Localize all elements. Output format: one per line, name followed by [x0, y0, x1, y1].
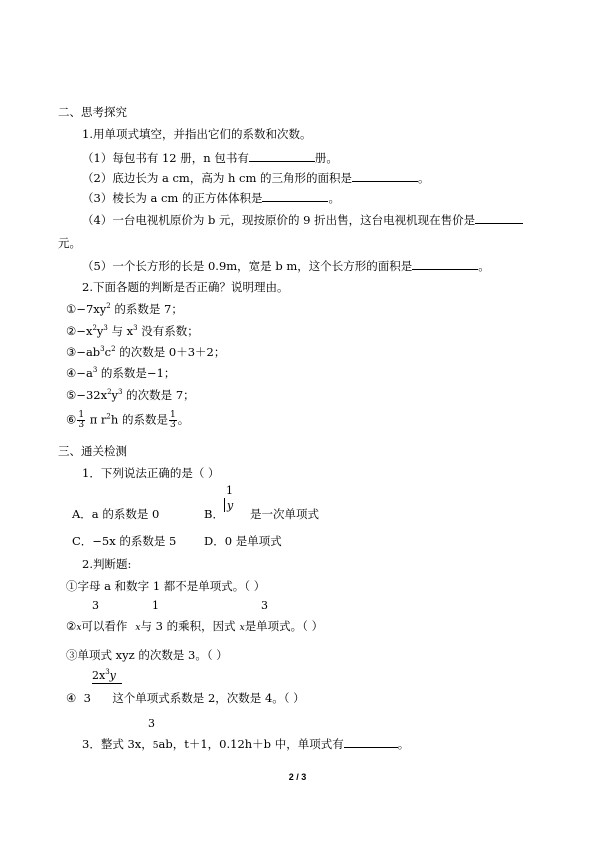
fraction-numerator: 1 — [152, 599, 159, 612]
q2-statement-6: ⑥ $\frac{1}{3}$ π $r^2h$ 的系数是 $\frac{1}{3}$ 。 — [66, 410, 190, 430]
page-number: 2 / 3 — [288, 772, 307, 782]
q1-item-3: （3）棱长为 a cm 的正方体体积是 。 — [82, 191, 340, 205]
q2-statement-4: $④-a^3$ 的系数是−1； — [66, 366, 176, 380]
option-b-fraction-bar — [224, 498, 225, 512]
q3-line: 3．整式 3x，5ab，t＋1，0.12h＋b 中，单项式有 。 — [82, 737, 410, 751]
section-3-title: 三、通关检测 — [58, 444, 127, 458]
section-2-title: 二、思考探究 — [58, 105, 127, 119]
judge-4-fraction-bar — [92, 683, 122, 684]
answer-blank[interactable] — [475, 212, 523, 224]
q3-numerator: 3 — [148, 717, 155, 730]
q1-stem: 1.用单项式填空，并指出它们的系数和次数。 — [82, 127, 312, 141]
q2-statement-2: $②-x^2y^3$ 与 $x^3$ 没有系数； — [66, 324, 199, 338]
judge-stem: 2.判断题: — [82, 557, 132, 571]
q1-item-4: （4）一台电视机原价为 b 元，现按原价的 9 折出售，这台电视机现在售价是 — [82, 212, 523, 228]
q1-item-5: （5）一个长方形的长是 0.9m，宽是 b m，这个长方形的面积是 。 — [82, 259, 490, 273]
answer-blank[interactable] — [352, 170, 418, 182]
judge-item-3: ③单项式 xyz 的次数是 3。（ ） — [66, 648, 228, 662]
mc-option-d[interactable]: D．0 是单项式 — [204, 534, 282, 548]
mc-option-c[interactable]: C．−5x 的系数是 5 — [72, 534, 177, 548]
fraction-numerator: 3 — [92, 599, 99, 612]
answer-blank[interactable] — [344, 736, 398, 748]
fraction: $\frac{1}{3}$ — [169, 410, 176, 430]
answer-blank[interactable] — [262, 190, 328, 202]
fraction: $\frac{1}{3}$ — [78, 410, 85, 430]
judge-item-1: ①字母 a 和数字 1 都不是单项式。（ ） — [66, 579, 266, 593]
fraction-numerator: 3 — [261, 599, 268, 612]
q1-item-2: （2）底边长为 a cm，高为 h cm 的三角形的面积是 。 — [82, 171, 430, 185]
q2-statement-1: $①-7xy^2$ 的系数是 7； — [66, 302, 183, 316]
q2-statement-5: $⑤-32x^2y^3$ 的次数是 7； — [66, 388, 195, 402]
option-b-denominator: y — [227, 499, 234, 512]
judge-item-2: ②x可以看作 x与 3 的乘积，因式 x是单项式。（ ） — [66, 619, 324, 633]
judge-4-numerator: $2x^3y$ — [92, 668, 116, 682]
judge-item-4: ④ 3 这个单项式系数是 2，次数是 4。（ ） — [66, 691, 305, 705]
mc-option-a[interactable]: A．a 的系数是 0 — [72, 507, 160, 521]
q2-statement-3: $③-ab^3c^2$ 的次数是 0＋3＋2； — [66, 345, 226, 359]
answer-blank[interactable] — [249, 150, 315, 162]
mc-stem: 1．下列说法正确的是（ ） — [82, 466, 220, 480]
q2-stem: 2.下面各题的判断是否正确？说明理由。 — [82, 280, 289, 294]
option-b-numerator: 1 — [226, 484, 233, 497]
answer-blank[interactable] — [412, 258, 478, 270]
q1-item-1: （1）每包书有 12 册，n 包书有 册。 — [82, 151, 338, 165]
mc-option-b[interactable]: B． 是一次单项式 — [204, 507, 319, 521]
q1-item-4-unit: 元。 — [58, 236, 81, 250]
